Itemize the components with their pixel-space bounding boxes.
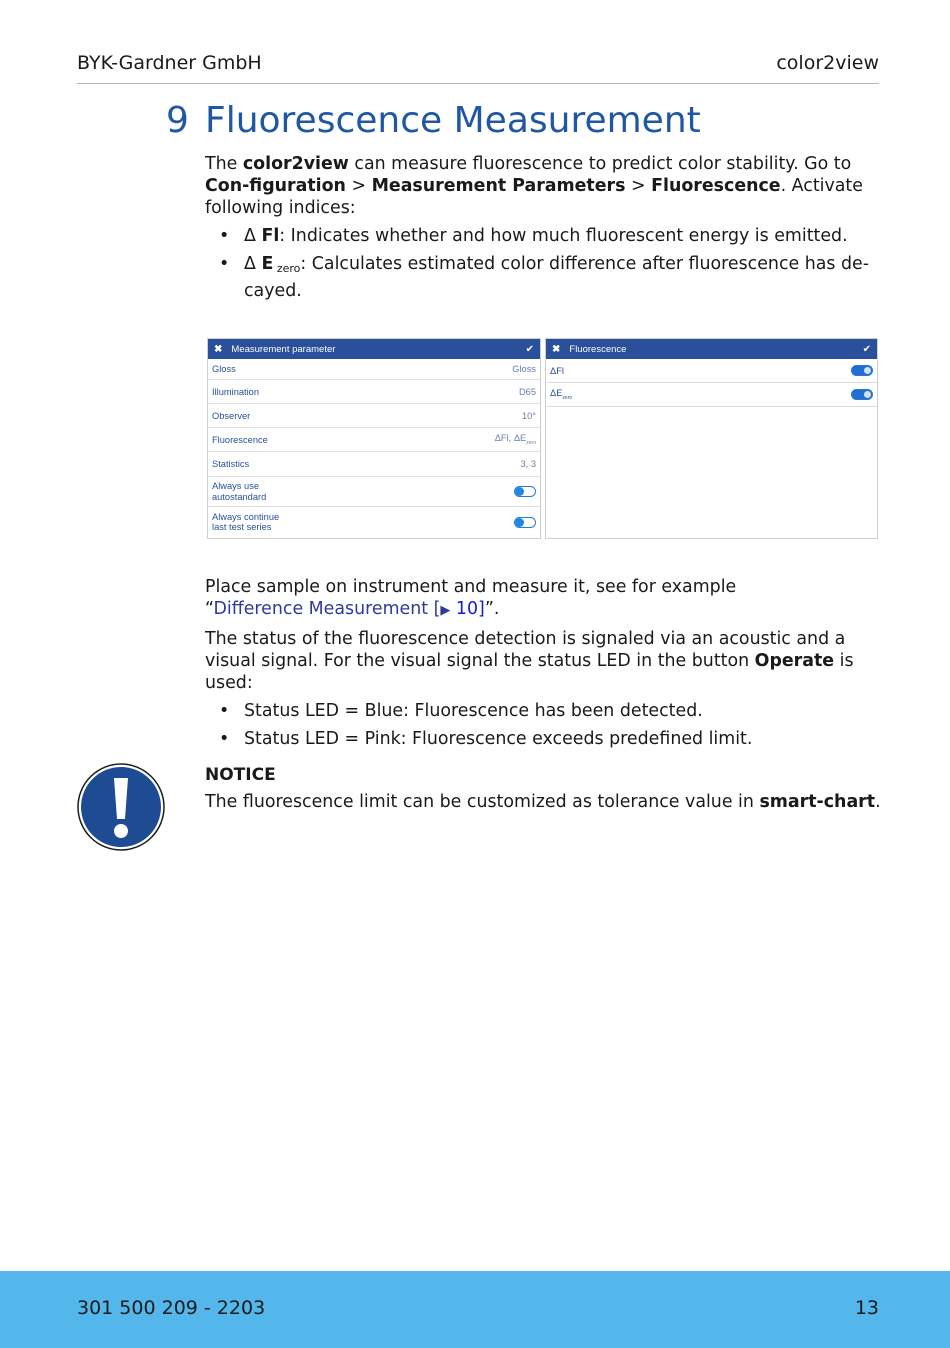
param-row-gloss[interactable]: Gloss Gloss (208, 359, 540, 380)
fluor-row-dfl: ΔFl (546, 359, 877, 383)
chapter-heading (166, 100, 701, 141)
list-item: • Status LED = Blue: Fluorescence has been detected. (205, 700, 880, 722)
list-item: • Δ Fl: Indicates whether and how much fluorescent energy is emitted. (205, 225, 880, 247)
arrow-right-icon: ▶ (440, 603, 451, 618)
indices-list (205, 225, 880, 302)
param-row-continue-series: Always continue last test series (208, 507, 540, 537)
exclamation-icon (77, 763, 165, 851)
footer-band (0, 1271, 950, 1348)
intro-paragraph: The color2view can measure fluorescence to predict color stability. Go to Con-figuration > Measurement Parameters > Fluorescence. Activate following indices: (205, 154, 863, 218)
header-divider (77, 83, 879, 84)
measurement-parameter-screen (207, 338, 541, 539)
difference-measurement-link[interactable]: Difference Measurement [▶ 10] (213, 599, 485, 619)
autostandard-toggle[interactable] (514, 486, 536, 497)
notice-text: The fluorescence limit can be customized as tolerance value in smart-chart. (205, 792, 881, 812)
list-item: • Δ E $_{zero}$: Calculates estimated color difference after fluorescence has de-cayed. (205, 253, 880, 302)
list-item: • Status LED = Pink: Fluorescence exceeds predefined limit. (205, 728, 880, 750)
param-row-observer[interactable]: Observer 10° (208, 404, 540, 428)
notice-title: NOTICE (205, 765, 276, 785)
param-row-illumination[interactable]: Illumination D65 (208, 380, 540, 404)
measure-paragraph: Place sample on instrument and measure it, see for example “Difference Measurement [▶ 10]”. (205, 577, 737, 619)
param-row-statistics[interactable]: Statistics 3, 3 (208, 452, 540, 477)
dezero-toggle[interactable] (851, 389, 873, 400)
continue-series-toggle[interactable] (514, 517, 536, 528)
dfl-toggle[interactable] (851, 365, 873, 376)
check-icon[interactable]: ✔ (862, 343, 871, 355)
param-row-fluorescence[interactable]: Fluorescence ΔFl, $\Delta E_{zero}$ (208, 428, 540, 452)
close-icon[interactable]: ✖ (552, 343, 561, 355)
led-list (205, 700, 880, 750)
param-row-autostandard: Always use autostandard (208, 477, 540, 507)
fluorescence-screen (545, 338, 878, 539)
screen-title: Fluorescence (569, 343, 627, 355)
page-number: 13 (854, 1297, 879, 1319)
status-paragraph: The status of the fluorescence detection is signaled via an acoustic and a visual signal. For the visual signal the status LED in the button Operate is used: (205, 629, 854, 693)
screen-title: Measurement parameter (231, 343, 336, 355)
screen-title-bar (546, 339, 877, 359)
header-company: BYK-Gardner GmbH (77, 52, 262, 74)
header-product: color2view (776, 52, 879, 74)
close-icon[interactable]: ✖ (214, 343, 223, 355)
intro-section (205, 153, 880, 308)
check-icon[interactable]: ✔ (525, 343, 534, 355)
chapter-title: Fluorescence Measurement (205, 100, 701, 141)
screen-title-bar (208, 339, 540, 359)
chapter-number: 9 (166, 100, 189, 141)
measure-section (205, 576, 880, 756)
document-number: 301 500 209 - 2203 (77, 1297, 266, 1319)
fluor-row-dezero: $\Delta E_{zero}$ (546, 383, 877, 407)
